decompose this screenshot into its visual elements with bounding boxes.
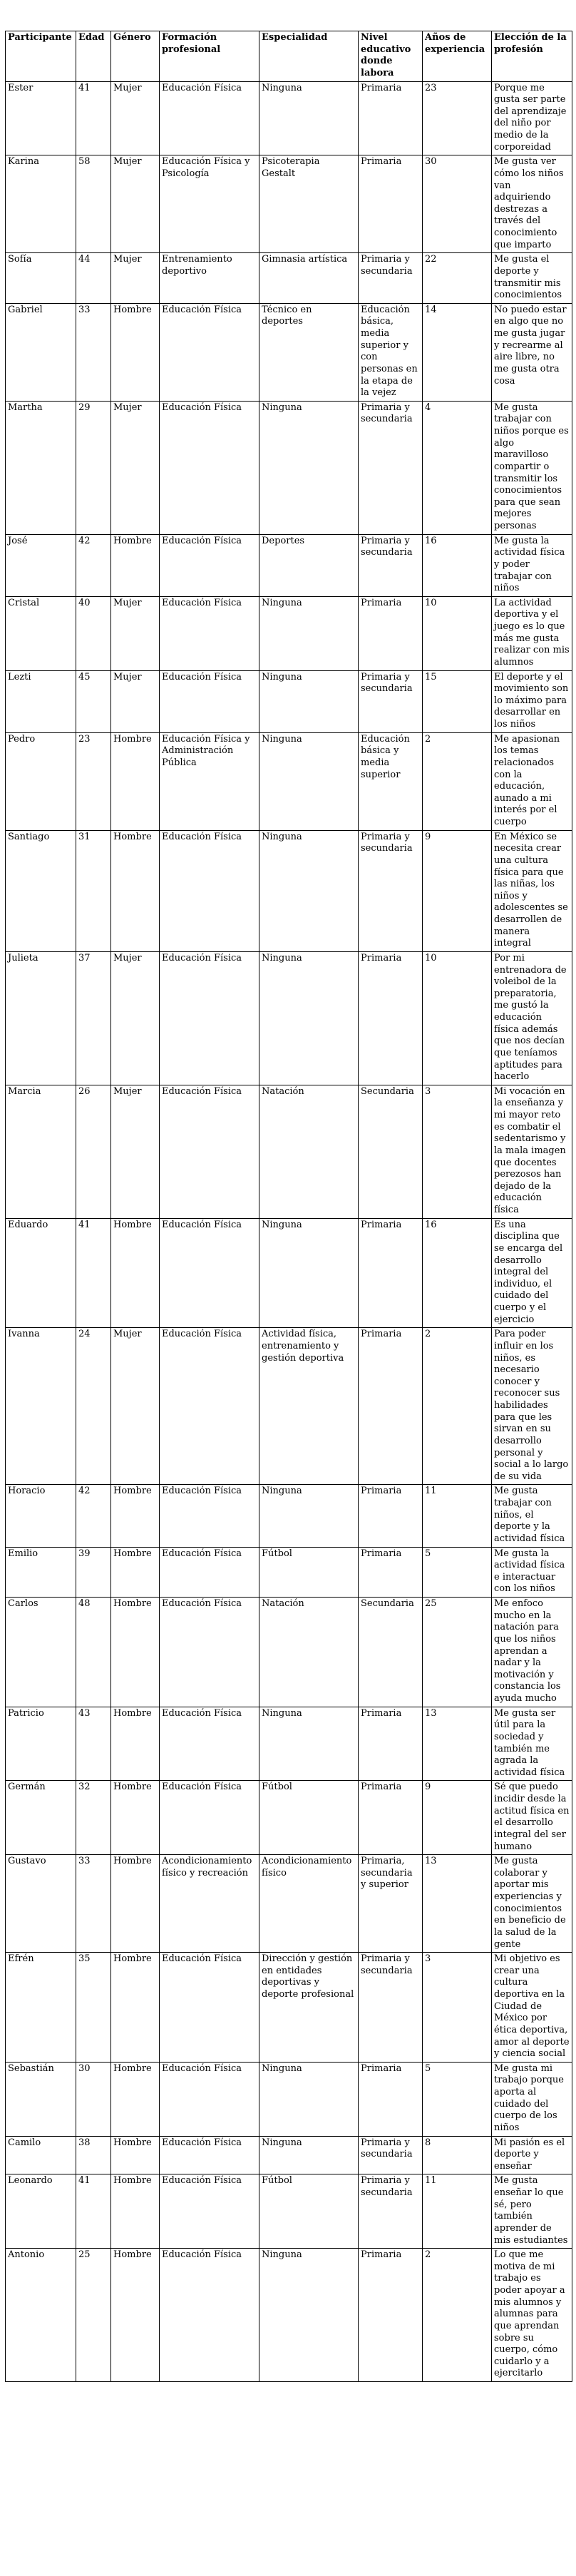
cell-edad: 30 (76, 2062, 111, 2136)
cell-experiencia: 9 (423, 830, 492, 951)
table-row (6, 951, 572, 1085)
cell-participante: Carlos (6, 1598, 76, 1707)
cell-nivel: Primaria y secundaria (359, 2136, 423, 2174)
cell-edad: 23 (76, 732, 111, 830)
cell-nivel: Primaria (359, 1218, 423, 1328)
cell-eleccion: Me gusta la actividad física y poder trabajar con niños (492, 534, 572, 596)
cell-formacion: Educación Física (160, 1707, 259, 1781)
cell-edad: 41 (76, 1218, 111, 1328)
cell-genero: Hombre (111, 830, 160, 951)
cell-especialidad: Fútbol (259, 1547, 359, 1598)
cell-eleccion: Es una disciplina que se encarga del desarrollo integral del individuo, el cuidado del cuerpo y el ejercicio (492, 1218, 572, 1328)
cell-participante: Horacio (6, 1485, 76, 1547)
cell-formacion: Educación Física (160, 2136, 259, 2174)
table-row (6, 1218, 572, 1328)
cell-eleccion: Mi pasión es el deporte y enseñar (492, 2136, 572, 2174)
cell-experiencia: 3 (423, 1953, 492, 2063)
cell-especialidad: Actividad física, entrenamiento y gestión deportiva (259, 1328, 359, 1485)
cell-experiencia: 2 (423, 732, 492, 830)
cell-formacion: Educación Física (160, 1598, 259, 1707)
cell-edad: 43 (76, 1707, 111, 1781)
cell-formacion: Educación Física (160, 830, 259, 951)
cell-genero: Hombre (111, 2249, 160, 2382)
col-header-eleccion: Elección de la profesión (492, 31, 572, 82)
cell-participante: Pedro (6, 732, 76, 830)
cell-edad: 48 (76, 1598, 111, 1707)
cell-genero: Hombre (111, 1707, 160, 1781)
cell-experiencia: 22 (423, 253, 492, 304)
cell-formacion: Educación Física (160, 401, 259, 534)
cell-nivel: Primaria (359, 1547, 423, 1598)
cell-edad: 29 (76, 401, 111, 534)
cell-edad: 24 (76, 1328, 111, 1485)
cell-especialidad: Técnico en deportes (259, 303, 359, 401)
cell-participante: Karina (6, 155, 76, 253)
cell-formacion: Educación Física (160, 951, 259, 1085)
cell-participante: Lezti (6, 670, 76, 732)
cell-eleccion: El deporte y el movimiento son lo máximo para desarrollar en los niños (492, 670, 572, 732)
cell-participante: Marcia (6, 1085, 76, 1218)
cell-nivel: Secundaria (359, 1598, 423, 1707)
cell-participante: Sofía (6, 253, 76, 304)
cell-eleccion: Mi objetivo es crear una cultura deportiva en la Ciudad de México por ética deportiva, amor al deporte y ciencia social (492, 1953, 572, 2063)
cell-especialidad: Acondicionamiento físico (259, 1855, 359, 1953)
cell-edad: 45 (76, 670, 111, 732)
cell-nivel: Primaria (359, 1707, 423, 1781)
cell-formacion: Educación Física (160, 596, 259, 670)
cell-formacion: Acondicionamiento físico y recreación (160, 1855, 259, 1953)
cell-experiencia: 16 (423, 534, 492, 596)
cell-eleccion: Me gusta el deporte y transmitir mis conocimientos (492, 253, 572, 304)
cell-participante: Gustavo (6, 1855, 76, 1953)
cell-nivel: Primaria (359, 2062, 423, 2136)
cell-genero: Hombre (111, 303, 160, 401)
table-row (6, 1085, 572, 1218)
table-row (6, 1598, 572, 1707)
cell-eleccion: Me gusta enseñar lo que sé, pero también aprender de mis estudiantes (492, 2174, 572, 2249)
cell-especialidad: Ninguna (259, 1707, 359, 1781)
cell-eleccion: Me apasionan los temas relacionados con la educación, aunado a mi interés por el cuerpo (492, 732, 572, 830)
cell-especialidad: Fútbol (259, 2174, 359, 2249)
cell-especialidad: Ninguna (259, 951, 359, 1085)
cell-participante: Ester (6, 81, 76, 155)
cell-especialidad: Ninguna (259, 732, 359, 830)
cell-experiencia: 4 (423, 401, 492, 534)
table-body (6, 81, 572, 2382)
cell-participante: Emilio (6, 1547, 76, 1598)
cell-nivel: Primaria (359, 81, 423, 155)
cell-edad: 42 (76, 534, 111, 596)
cell-nivel: Secundaria (359, 1085, 423, 1218)
cell-especialidad: Natación (259, 1085, 359, 1218)
cell-participante: Santiago (6, 830, 76, 951)
cell-especialidad: Ninguna (259, 1485, 359, 1547)
cell-genero: Mujer (111, 81, 160, 155)
cell-edad: 40 (76, 596, 111, 670)
cell-formacion: Educación Física y Administración Pública (160, 732, 259, 830)
cell-eleccion: Lo que me motiva de mi trabajo es poder apoyar a mis alumnos y alumnas para que aprendan sobre su cuerpo, cómo cuidarlo y a ejercitarlo (492, 2249, 572, 2382)
cell-especialidad: Ninguna (259, 2062, 359, 2136)
cell-genero: Hombre (111, 1855, 160, 1953)
cell-genero: Mujer (111, 596, 160, 670)
table-row (6, 534, 572, 596)
participants-table (5, 31, 572, 2382)
col-header-edad: Edad (76, 31, 111, 82)
header-row (6, 31, 572, 82)
col-header-genero: Género (111, 31, 160, 82)
table-row (6, 732, 572, 830)
cell-eleccion: Mi vocación en la enseñanza y mi mayor reto es combatir el sedentarismo y la mala imagen que docentes perezosos han dejado de la educación física (492, 1085, 572, 1218)
cell-formacion: Educación Física (160, 1953, 259, 2063)
col-header-nivel: Nivel educativo donde labora (359, 31, 423, 82)
cell-nivel: Primaria y secundaria (359, 253, 423, 304)
cell-especialidad: Dirección y gestión en entidades deportivas y deporte profesional (259, 1953, 359, 2063)
cell-participante: Gabriel (6, 303, 76, 401)
cell-nivel: Primaria y secundaria (359, 1953, 423, 2063)
cell-experiencia: 30 (423, 155, 492, 253)
cell-nivel: Primaria (359, 155, 423, 253)
cell-genero: Mujer (111, 670, 160, 732)
cell-nivel: Primaria (359, 2249, 423, 2382)
cell-genero: Mujer (111, 253, 160, 304)
cell-experiencia: 5 (423, 2062, 492, 2136)
cell-eleccion: Me enfoco mucho en la natación para que los niños aprendan a nadar y la motivación y constancia los ayuda mucho (492, 1598, 572, 1707)
cell-edad: 37 (76, 951, 111, 1085)
cell-especialidad: Natación (259, 1598, 359, 1707)
cell-edad: 41 (76, 81, 111, 155)
cell-experiencia: 16 (423, 1218, 492, 1328)
cell-genero: Hombre (111, 1547, 160, 1598)
cell-genero: Hombre (111, 732, 160, 830)
cell-experiencia: 5 (423, 1547, 492, 1598)
cell-nivel: Primaria (359, 1328, 423, 1485)
cell-genero: Hombre (111, 2174, 160, 2249)
cell-formacion: Educación Física (160, 534, 259, 596)
cell-experiencia: 2 (423, 2249, 492, 2382)
col-header-experiencia: Años de experiencia (423, 31, 492, 82)
cell-formacion: Educación Física (160, 81, 259, 155)
cell-genero: Mujer (111, 1085, 160, 1218)
cell-edad: 31 (76, 830, 111, 951)
cell-eleccion: Me gusta trabajar con niños porque es algo maravilloso compartir o transmitir los conocimientos para que sean mejores personas (492, 401, 572, 534)
cell-nivel: Educación básica y media superior (359, 732, 423, 830)
cell-participante: Ivanna (6, 1328, 76, 1485)
table-row (6, 670, 572, 732)
cell-nivel: Primaria (359, 596, 423, 670)
col-header-formacion: Formación profesional (160, 31, 259, 82)
cell-edad: 26 (76, 1085, 111, 1218)
cell-eleccion: En México se necesita crear una cultura física para que las niñas, los niños y adolescentes se desarrollen de manera integral (492, 830, 572, 951)
cell-participante: Julieta (6, 951, 76, 1085)
cell-experiencia: 13 (423, 1855, 492, 1953)
cell-participante: Camilo (6, 2136, 76, 2174)
col-header-participante: Participante (6, 31, 76, 82)
cell-genero: Hombre (111, 1953, 160, 2063)
cell-especialidad: Fútbol (259, 1781, 359, 1855)
table-row (6, 830, 572, 951)
table-row (6, 401, 572, 534)
cell-formacion: Educación Física (160, 1485, 259, 1547)
cell-nivel: Primaria (359, 1485, 423, 1547)
cell-experiencia: 3 (423, 1085, 492, 1218)
table-row (6, 253, 572, 304)
cell-experiencia: 10 (423, 596, 492, 670)
cell-experiencia: 10 (423, 951, 492, 1085)
cell-formacion: Entrenamiento deportivo (160, 253, 259, 304)
cell-edad: 38 (76, 2136, 111, 2174)
cell-edad: 32 (76, 1781, 111, 1855)
table-row (6, 303, 572, 401)
cell-formacion: Educación Física (160, 303, 259, 401)
cell-edad: 41 (76, 2174, 111, 2249)
cell-experiencia: 25 (423, 1598, 492, 1707)
cell-eleccion: Porque me gusta ser parte del aprendizaje del niño por medio de la corporeidad (492, 81, 572, 155)
cell-participante: Patricio (6, 1707, 76, 1781)
table-row (6, 2174, 572, 2249)
cell-formacion: Educación Física (160, 2062, 259, 2136)
cell-participante: Antonio (6, 2249, 76, 2382)
cell-experiencia: 14 (423, 303, 492, 401)
cell-participante: Efrén (6, 1953, 76, 2063)
cell-nivel: Primaria y secundaria (359, 2174, 423, 2249)
cell-edad: 58 (76, 155, 111, 253)
cell-especialidad: Psicoterapia Gestalt (259, 155, 359, 253)
cell-formacion: Educación Física (160, 1781, 259, 1855)
table-row (6, 1855, 572, 1953)
cell-especialidad: Gimnasia artística (259, 253, 359, 304)
cell-formacion: Educación Física (160, 2174, 259, 2249)
cell-genero: Mujer (111, 155, 160, 253)
cell-genero: Hombre (111, 1218, 160, 1328)
cell-eleccion: Me gusta ser útil para la sociedad y también me agrada la actividad física (492, 1707, 572, 1781)
cell-genero: Hombre (111, 534, 160, 596)
table-row (6, 2249, 572, 2382)
cell-eleccion: Por mi entrenadora de voleibol de la preparatoria, me gustó la educación física además que nos decían que teníamos aptitudes para hacerlo (492, 951, 572, 1085)
cell-formacion: Educación Física (160, 1328, 259, 1485)
col-header-especialidad: Especialidad (259, 31, 359, 82)
cell-eleccion: Sé que puedo incidir desde la actitud física en el desarrollo integral del ser humano (492, 1781, 572, 1855)
cell-participante: José (6, 534, 76, 596)
table-row (6, 596, 572, 670)
cell-participante: Germán (6, 1781, 76, 1855)
table-row (6, 2062, 572, 2136)
table-row (6, 1485, 572, 1547)
cell-eleccion: Me gusta la actividad física e interactuar con los niños (492, 1547, 572, 1598)
cell-formacion: Educación Física (160, 2249, 259, 2382)
cell-genero: Mujer (111, 401, 160, 534)
cell-genero: Mujer (111, 951, 160, 1085)
cell-edad: 33 (76, 303, 111, 401)
cell-formacion: Educación Física (160, 1547, 259, 1598)
cell-eleccion: La actividad deportiva y el juego es lo que más me gusta realizar con mis alumnos (492, 596, 572, 670)
cell-experiencia: 2 (423, 1328, 492, 1485)
cell-nivel: Primaria y secundaria (359, 830, 423, 951)
cell-experiencia: 11 (423, 1485, 492, 1547)
table-row (6, 1781, 572, 1855)
cell-nivel: Primaria y secundaria (359, 401, 423, 534)
cell-eleccion: Me gusta mi trabajo porque aporta al cuidado del cuerpo de los niños (492, 2062, 572, 2136)
cell-eleccion: Para poder influir en los niños, es necesario conocer y reconocer sus habilidades para que les sirvan en su desarrollo personal y social a lo largo de su vida (492, 1328, 572, 1485)
cell-especialidad: Ninguna (259, 670, 359, 732)
cell-edad: 33 (76, 1855, 111, 1953)
cell-experiencia: 13 (423, 1707, 492, 1781)
cell-especialidad: Ninguna (259, 2136, 359, 2174)
cell-nivel: Educación básica, media superior y con personas en la etapa de la vejez (359, 303, 423, 401)
cell-participante: Eduardo (6, 1218, 76, 1328)
cell-participante: Leonardo (6, 2174, 76, 2249)
cell-genero: Mujer (111, 1328, 160, 1485)
cell-especialidad: Ninguna (259, 401, 359, 534)
cell-eleccion: No puedo estar en algo que no me gusta jugar y recrearme al aire libre, no me gusta otra cosa (492, 303, 572, 401)
cell-especialidad: Ninguna (259, 596, 359, 670)
cell-experiencia: 23 (423, 81, 492, 155)
cell-especialidad: Ninguna (259, 830, 359, 951)
cell-formacion: Educación Física (160, 1085, 259, 1218)
cell-genero: Hombre (111, 1485, 160, 1547)
table-row (6, 155, 572, 253)
cell-eleccion: Me gusta trabajar con niños, el deporte y la actividad física (492, 1485, 572, 1547)
cell-especialidad: Ninguna (259, 2249, 359, 2382)
cell-edad: 39 (76, 1547, 111, 1598)
cell-experiencia: 8 (423, 2136, 492, 2174)
cell-eleccion: Me gusta ver cómo los niños van adquiriendo destrezas a través del conocimiento que imparto (492, 155, 572, 253)
cell-experiencia: 15 (423, 670, 492, 732)
cell-nivel: Primaria y secundaria (359, 534, 423, 596)
cell-nivel: Primaria, secundaria y superior (359, 1855, 423, 1953)
cell-participante: Martha (6, 401, 76, 534)
cell-formacion: Educación Física (160, 1218, 259, 1328)
cell-edad: 44 (76, 253, 111, 304)
table-row (6, 1707, 572, 1781)
cell-formacion: Educación Física (160, 670, 259, 732)
table-row (6, 81, 572, 155)
cell-participante: Sebastián (6, 2062, 76, 2136)
cell-experiencia: 11 (423, 2174, 492, 2249)
table-row (6, 1953, 572, 2063)
cell-participante: Cristal (6, 596, 76, 670)
table-row (6, 1328, 572, 1485)
cell-edad: 42 (76, 1485, 111, 1547)
cell-genero: Hombre (111, 1598, 160, 1707)
cell-edad: 25 (76, 2249, 111, 2382)
cell-nivel: Primaria y secundaria (359, 670, 423, 732)
cell-nivel: Primaria (359, 1781, 423, 1855)
cell-eleccion: Me gusta colaborar y aportar mis experiencias y conocimientos en beneficio de la salud de la gente (492, 1855, 572, 1953)
cell-experiencia: 9 (423, 1781, 492, 1855)
table-row (6, 2136, 572, 2174)
cell-especialidad: Deportes (259, 534, 359, 596)
cell-edad: 35 (76, 1953, 111, 2063)
cell-nivel: Primaria (359, 951, 423, 1085)
table-row (6, 1547, 572, 1598)
cell-especialidad: Ninguna (259, 81, 359, 155)
cell-formacion: Educación Física y Psicología (160, 155, 259, 253)
cell-especialidad: Ninguna (259, 1218, 359, 1328)
cell-genero: Hombre (111, 2062, 160, 2136)
cell-genero: Hombre (111, 1781, 160, 1855)
cell-genero: Hombre (111, 2136, 160, 2174)
